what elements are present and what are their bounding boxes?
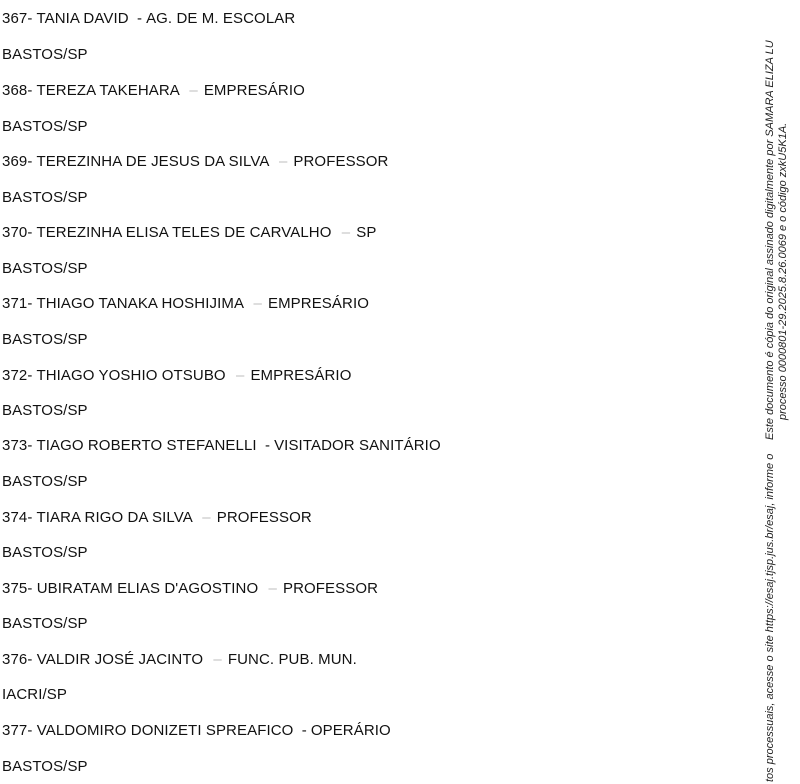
entry-city: BASTOS/SP — [2, 402, 88, 419]
entry-city: IACRI/SP — [2, 686, 67, 703]
entry-separator: – — [253, 295, 262, 312]
entry-city: BASTOS/SP — [2, 260, 88, 277]
entry-city: BASTOS/SP — [2, 758, 88, 775]
entry-city: BASTOS/SP — [2, 615, 88, 632]
entry-city-line — [2, 260, 88, 278]
entry-number: 372- — [2, 367, 33, 384]
signature-notice-line-1: Este documento é cópia do original assinado digitalmente por SAMARA ELIZA LU — [764, 40, 776, 440]
entry-role: PROFESSOR — [282, 580, 379, 597]
entry-separator: – — [235, 367, 245, 384]
entry-city-line — [2, 615, 88, 633]
entry-separator: - — [264, 437, 271, 454]
entry-name-line — [2, 295, 369, 313]
entry-separator: – — [189, 82, 198, 99]
entry-number: 369- — [2, 153, 33, 170]
entry-number: 370- — [2, 224, 33, 241]
entry-name: TEREZINHA ELISA TELES DE CARVALHO — [36, 224, 332, 241]
entry-city-line — [2, 118, 88, 136]
entry-role: EMPRESÁRIO — [203, 82, 305, 99]
entry-name-line — [2, 651, 357, 669]
entry-name: VALDOMIRO DONIZETI SPREAFICO — [36, 722, 294, 739]
entry-name-line — [2, 722, 391, 740]
entry-number: 376- — [2, 651, 33, 668]
entry-city: BASTOS/SP — [2, 331, 88, 348]
entry-separator: - — [301, 722, 307, 739]
entry-role: PROFESSOR — [293, 153, 389, 170]
entry-city: BASTOS/SP — [2, 473, 88, 490]
entry-name: TANIA DAVID — [36, 10, 129, 27]
signature-notice-line-2: processo 0000801-29.2025.8.26.0069 e o código zxkU5K1A. — [777, 122, 789, 420]
entry-separator: – — [278, 153, 288, 170]
access-notice-line: tos processuais, acesse o site https://esaj.tjsp.jus.br/esaj, informe o — [764, 453, 776, 782]
entry-name: UBIRATAM ELIAS D'AGOSTINO — [36, 580, 259, 597]
entry-name: THIAGO YOSHIO OTSUBO — [36, 367, 226, 384]
entry-number: 377- — [2, 722, 33, 739]
entry-role: EMPRESÁRIO — [250, 367, 352, 384]
entry-city-line — [2, 758, 88, 776]
entry-separator: - — [136, 10, 143, 27]
entry-separator: – — [268, 580, 277, 597]
entry-city-line — [2, 46, 88, 64]
entry-role: FUNC. PUB. MUN. — [227, 651, 357, 668]
entry-role: VISITADOR SANITÁRIO — [274, 437, 441, 454]
entry-number: 374- — [2, 509, 33, 526]
entry-separator: – — [341, 224, 351, 241]
entry-name-line — [2, 10, 295, 28]
entry-role: EMPRESÁRIO — [267, 295, 369, 312]
entry-city-line — [2, 331, 88, 349]
entry-number: 371- — [2, 295, 33, 312]
entry-name: VALDIR JOSÉ JACINTO — [36, 651, 204, 668]
entry-name-line — [2, 153, 388, 171]
entry-number: 375- — [2, 580, 33, 597]
entry-name: TIARA RIGO DA SILVA — [36, 509, 192, 526]
entry-city: BASTOS/SP — [2, 189, 88, 206]
entry-number: 373- — [2, 437, 33, 454]
entry-city: BASTOS/SP — [2, 118, 88, 135]
entry-city: BASTOS/SP — [2, 46, 88, 63]
entry-role: OPERÁRIO — [310, 722, 391, 739]
entry-city-line — [2, 402, 88, 420]
entry-name-line — [2, 224, 376, 242]
entry-name: TEREZA TAKEHARA — [36, 82, 180, 99]
entry-role: AG. DE M. ESCOLAR — [146, 10, 296, 27]
entry-role: SP — [356, 224, 377, 241]
entry-name: TEREZINHA DE JESUS DA SILVA — [36, 153, 269, 170]
entry-name-line — [2, 437, 441, 455]
entry-number: 367- — [2, 10, 33, 27]
entry-role: PROFESSOR — [216, 509, 312, 526]
entry-separator: – — [202, 509, 211, 526]
entry-city-line — [2, 544, 88, 562]
entry-name-line — [2, 580, 378, 598]
entry-city-line — [2, 686, 67, 704]
entry-city-line — [2, 189, 88, 207]
entry-city: BASTOS/SP — [2, 544, 88, 561]
entry-city-line — [2, 473, 88, 491]
entry-name: TIAGO ROBERTO STEFANELLI — [36, 437, 257, 454]
entry-name-line — [2, 509, 312, 527]
entry-separator: – — [213, 651, 222, 668]
entry-name-line — [2, 367, 351, 385]
entry-name: THIAGO TANAKA HOSHIJIMA — [36, 295, 244, 312]
entry-name-line — [2, 82, 305, 100]
entry-number: 368- — [2, 82, 33, 99]
